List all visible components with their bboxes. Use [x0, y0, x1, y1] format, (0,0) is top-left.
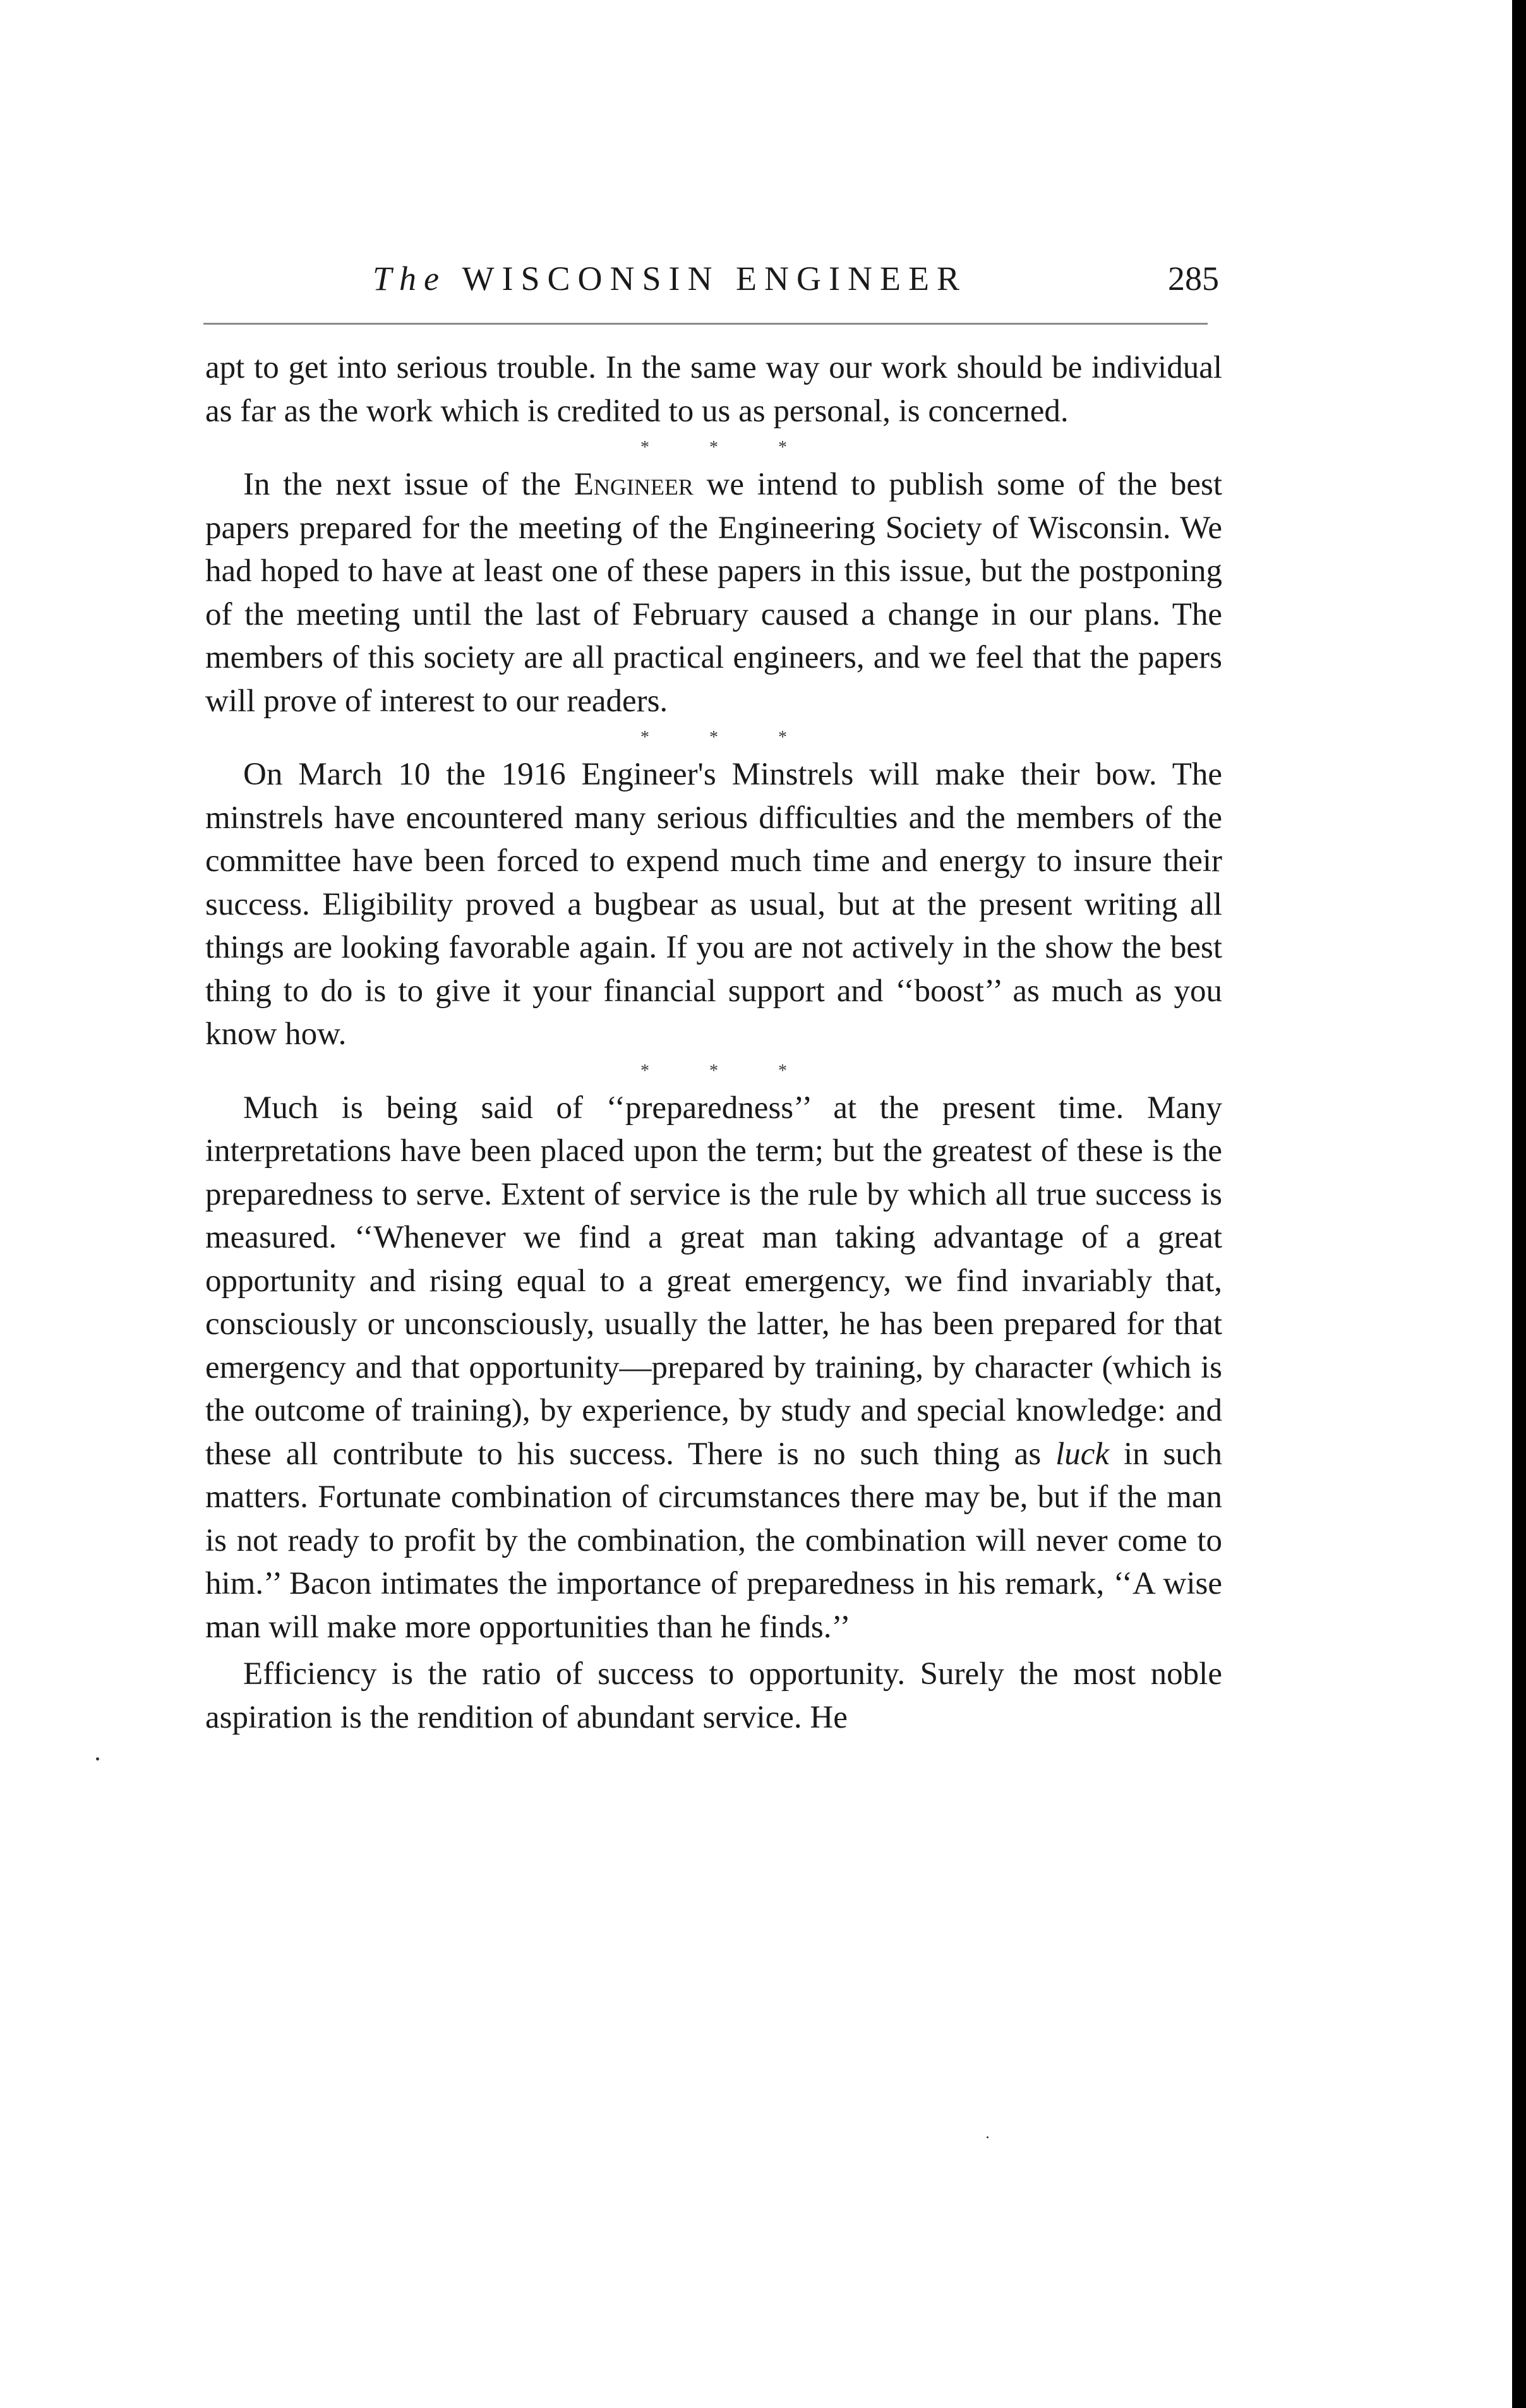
- journal-title: [373, 259, 967, 298]
- running-header: [373, 259, 1219, 316]
- scan-speck: [987, 2136, 988, 2138]
- article-body: [205, 346, 1222, 1739]
- page-number: 285: [1168, 260, 1219, 298]
- paragraph-4-end: in such matters. Fortunate combination of circumstances there may be, but if the man is not ready to profit by the combination, the combination will never come to him.’’ Bacon intimates the importance of preparedness in his remark, ‘‘A wise man will make more opportunities than he finds.’’: [205, 1436, 1222, 1645]
- journal-title-name: WISCONSIN ENGINEER: [462, 260, 967, 298]
- paragraph-2-start: In the next issue of the: [243, 467, 561, 502]
- section-separator-2: * * *: [640, 728, 815, 747]
- paragraph-4-start: Much is being said of ‘‘preparedness’’ at the present time. Many interpretations have been placed upon the term; but the greatest of these is the preparedness to serve. Extent of service is the rule by which all true success is measured. ‘‘Whenever we find a great man taking advantage of a great opportunity and rising equal to a great emergency, we find invariably that, consciously or unconsciously, usually the latter, he has been prepared for that emergency and that opportunity—prepared by training, by character (which is the outcome of training), by experience, by study and special knowledge: and these all contribute to his success. There is no such thing as: [205, 1090, 1222, 1472]
- scan-page-edge: [1512, 0, 1526, 2408]
- paragraph-3: On March 10 the 1916 Engineer's Minstrels will make their bow. The minstrels have encountered many serious difficulties and the members of the committee have been forced to expend much time and energy to insure their success. Eligibility proved a bugbear as usual, but at the present writing all things are looking favorable again. If you are not actively in the show the best thing to do is to give it your financial support and ‘‘boost’’ as much as you know how.: [205, 757, 1222, 1052]
- paragraph-1: apt to get into serious trouble. In the same way our work should be individual as far as the work which is credited to us as personal, is concerned.: [205, 350, 1222, 429]
- paragraph-4: [205, 1087, 1222, 1649]
- paragraph-4-italic: luck: [1055, 1436, 1110, 1472]
- paragraph-2: [205, 463, 1222, 723]
- section-separator-3: * * *: [640, 1061, 815, 1081]
- scan-speck: [96, 1757, 99, 1761]
- paragraph-2-end: we intend to publish some of the best papers prepared for the meeting of the Engineering Society of Wisconsin. We had hoped to have at least one of these papers in this issue, but the postponing of the meeting until the last of February caused a change in our plans. The members of this society are all practical engineers, and we feel that the papers will prove of interest to our readers.: [205, 467, 1222, 719]
- journal-title-prefix: The: [373, 260, 447, 298]
- paragraph-2-journal-name: Engineer: [574, 467, 694, 502]
- header-rule: [203, 323, 1208, 325]
- section-separator-1: * * *: [640, 438, 815, 457]
- paragraph-5: Efficiency is the ratio of success to opportunity. Surely the most noble aspiration is the rendition of abundant service. He: [205, 1656, 1222, 1735]
